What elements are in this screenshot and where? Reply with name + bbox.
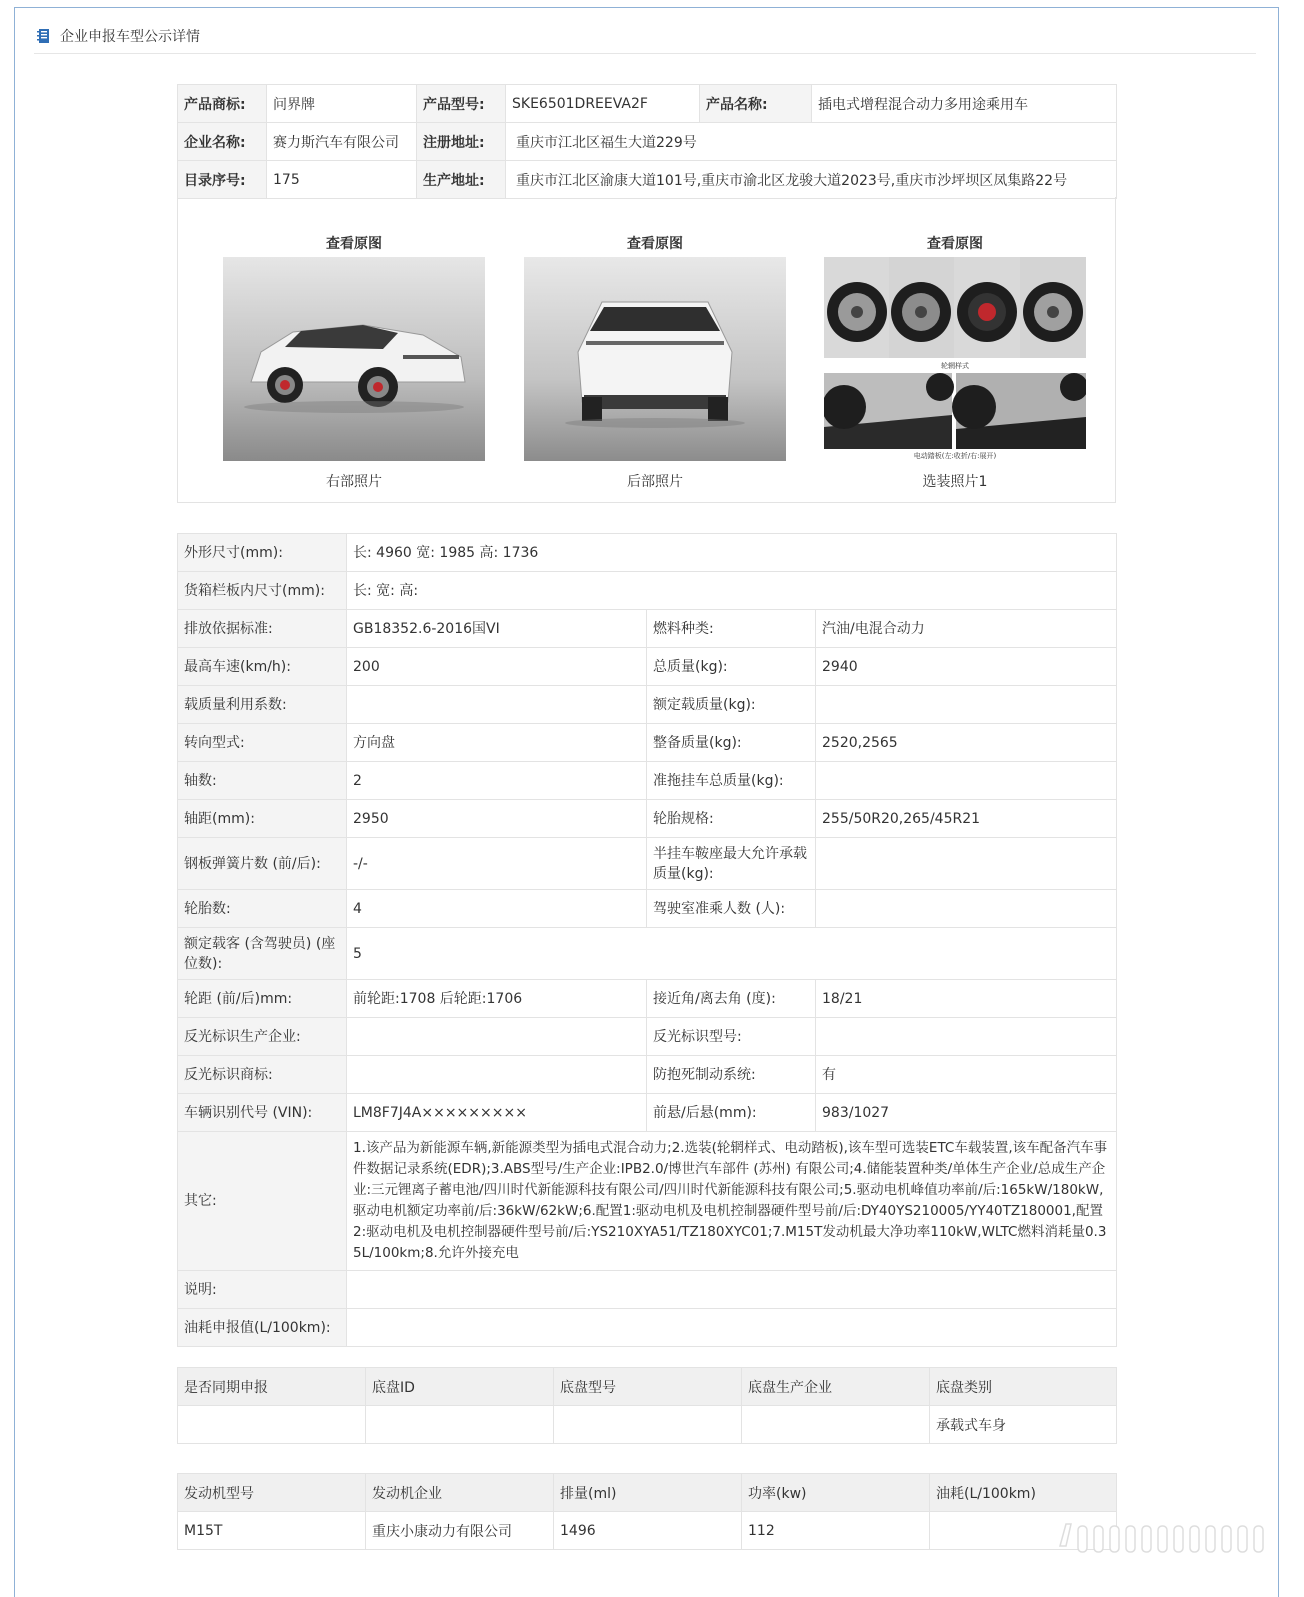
table-row <box>178 534 1117 572</box>
other-label: 其它: <box>178 1132 347 1271</box>
prod-address-label: 生产地址: <box>417 161 506 199</box>
column-header: 排量(ml) <box>554 1474 742 1512</box>
table-row <box>178 648 1117 686</box>
spring-value: -/- <box>347 838 647 890</box>
overhang-value: 983/1027 <box>816 1094 1117 1132</box>
company-value: 赛力斯汽车有限公司 <box>267 123 417 161</box>
column-header: 功率(kw) <box>742 1474 930 1512</box>
company-label: 企业名称: <box>178 123 267 161</box>
table-cell <box>742 1406 930 1444</box>
notebook-icon <box>36 28 50 44</box>
column-header: 底盘ID <box>366 1368 554 1406</box>
option-photo[interactable] <box>824 257 1086 461</box>
refl-model-value <box>816 1018 1117 1056</box>
panel-header <box>34 18 1256 54</box>
table-row <box>178 1018 1117 1056</box>
watermark-icon <box>1052 1516 1282 1560</box>
column-header: 油耗(L/100km) <box>930 1474 1117 1512</box>
semi-value <box>816 838 1117 890</box>
table-row <box>178 762 1117 800</box>
table-row <box>178 123 1117 161</box>
table-row <box>178 928 1117 980</box>
load-util-value <box>347 686 647 724</box>
axles-value: 2 <box>347 762 647 800</box>
reg-address-value: 重庆市江北区福生大道229号 <box>506 123 1117 161</box>
chassis-table <box>177 1367 1117 1444</box>
table-row <box>178 161 1117 199</box>
column-header: 发动机企业 <box>366 1474 554 1512</box>
axles-label: 轴数: <box>178 762 347 800</box>
table-row <box>178 1309 1117 1347</box>
catalog-value: 175 <box>267 161 417 199</box>
trailer-label: 准拖挂车总质量(kg): <box>647 762 816 800</box>
option-sub-caption-2: 电动踏板(左:收折/右:展开) <box>913 452 997 460</box>
catalog-label: 目录序号: <box>178 161 267 199</box>
table-row <box>178 572 1117 610</box>
table-cell <box>366 1406 554 1444</box>
photo-gallery <box>177 197 1116 503</box>
table-cell <box>554 1406 742 1444</box>
column-header: 发动机型号 <box>178 1474 366 1512</box>
cargo-value: 长: 宽: 高: <box>347 572 1117 610</box>
table-row <box>178 686 1117 724</box>
seats-label: 额定载客 (含驾驶员) (座位数): <box>178 928 347 980</box>
cab-label: 驾驶室准乘人数 (人): <box>647 890 816 928</box>
photo-option <box>824 197 1086 491</box>
table-row <box>178 1406 1117 1444</box>
brand-label: 产品商标: <box>178 85 267 123</box>
total-mass-value: 2940 <box>816 648 1117 686</box>
column-header: 底盘生产企业 <box>742 1368 930 1406</box>
cargo-label: 货箱栏板内尺寸(mm): <box>178 572 347 610</box>
column-header: 底盘型号 <box>554 1368 742 1406</box>
track-label: 轮距 (前/后)mm: <box>178 980 347 1018</box>
vin-label: 车辆识别代号 (VIN): <box>178 1094 347 1132</box>
table-row <box>178 724 1117 762</box>
model-label: 产品型号: <box>417 85 506 123</box>
note-value <box>347 1271 1117 1309</box>
vin-value: LM8F7J4A××××××××× <box>347 1094 647 1132</box>
steering-value: 方向盘 <box>347 724 647 762</box>
table-header-row <box>178 1474 1117 1512</box>
refl-brand-label: 反光标识商标: <box>178 1056 347 1094</box>
semi-label: 半挂车鞍座最大允许承载质量(kg): <box>647 838 816 890</box>
reg-address-label: 注册地址: <box>417 123 506 161</box>
table-row <box>178 1094 1117 1132</box>
view-original-link[interactable]: 查看原图 <box>326 236 382 252</box>
fuel-value: 汽油/电混合动力 <box>816 610 1117 648</box>
table-row <box>178 1271 1117 1309</box>
product-name-value: 插电式增程混合动力多用途乘用车 <box>812 85 1117 123</box>
curb-label: 整备质量(kg): <box>647 724 816 762</box>
dims-value: 长: 4960 宽: 1985 高: 1736 <box>347 534 1117 572</box>
tire-spec-label: 轮胎规格: <box>647 800 816 838</box>
photo-rear <box>524 197 786 491</box>
emission-value: GB18352.6-2016国VI <box>347 610 647 648</box>
rated-load-value <box>816 686 1117 724</box>
table-cell <box>178 1406 366 1444</box>
table-row <box>178 838 1117 890</box>
column-header: 是否同期申报 <box>178 1368 366 1406</box>
product-info-table <box>177 84 1117 199</box>
angle-value: 18/21 <box>816 980 1117 1018</box>
curb-value: 2520,2565 <box>816 724 1117 762</box>
wheelbase-label: 轴距(mm): <box>178 800 347 838</box>
prod-address-value: 重庆市江北区渝康大道101号,重庆市渝北区龙骏大道2023号,重庆市沙坪坝区凤集路22号 <box>506 161 1117 199</box>
speed-value: 200 <box>347 648 647 686</box>
load-util-label: 载质量利用系数: <box>178 686 347 724</box>
fuel-cons-value <box>347 1309 1117 1347</box>
refl-model-label: 反光标识型号: <box>647 1018 816 1056</box>
specs-table <box>177 533 1117 1347</box>
brand-value: 问界牌 <box>267 85 417 123</box>
refl-brand-value <box>347 1056 647 1094</box>
photo-caption: 右部照片 <box>326 474 382 490</box>
option-sub-caption-1: 轮辋样式 <box>941 362 969 370</box>
photo-caption: 后部照片 <box>627 474 683 490</box>
other-value: 1.该产品为新能源车辆,新能源类型为插电式混合动力;2.选装(轮辋样式、电动踏板),该车型可选装ETC车载装置,该车配备汽车事件数据记录系统(EDR);3.ABS型号/生产企业:IPB2.0/博世汽车部件 (苏州) 有限公司;4.储能装置种类/单体生产企业/总成生产企业:三元锂离子蓄电池/四川时代新能源科技有限公司/四川时代新能源科技有限公司;5.驱动电机峰值功率前/后:165kW/180kW,驱动电机额定功率前/后:36kW/62kW;6.配置1:驱动电机及电机控制器硬件型号前/后:DY40YS210005/YY40TZ180001,配置2:驱动电机及电机控制器硬件型号前/后:YS210XYA51/TZ180XYC01;7.M15T发动机最大净功率110kW,WLTC燃料消耗量0.35L/100km;8.允许外接充电 <box>347 1132 1117 1271</box>
model-value: SKE6501DREEVA2F <box>506 85 700 123</box>
table-row <box>178 1512 1117 1550</box>
table-cell: M15T <box>178 1512 366 1550</box>
table-row <box>178 1132 1117 1271</box>
note-label: 说明: <box>178 1271 347 1309</box>
table-row <box>178 85 1117 123</box>
photo-right <box>223 197 485 491</box>
table-row <box>178 800 1117 838</box>
view-original-link[interactable]: 查看原图 <box>927 236 983 252</box>
table-cell: 112 <box>742 1512 930 1550</box>
track-value: 前轮距:1708 后轮距:1706 <box>347 980 647 1018</box>
angle-label: 接近角/离去角 (度): <box>647 980 816 1018</box>
table-cell: 重庆小康动力有限公司 <box>366 1512 554 1550</box>
view-original-link[interactable]: 查看原图 <box>627 236 683 252</box>
page-title: 企业申报车型公示详情 <box>60 28 200 45</box>
abs-label: 防抱死制动系统: <box>647 1056 816 1094</box>
overhang-label: 前悬/后悬(mm): <box>647 1094 816 1132</box>
cab-value <box>816 890 1117 928</box>
table-row <box>178 610 1117 648</box>
abs-value: 有 <box>816 1056 1117 1094</box>
wheelbase-value: 2950 <box>347 800 647 838</box>
fuel-cons-label: 油耗申报值(L/100km): <box>178 1309 347 1347</box>
refl-maker-label: 反光标识生产企业: <box>178 1018 347 1056</box>
steering-label: 转向型式: <box>178 724 347 762</box>
table-row <box>178 1056 1117 1094</box>
dims-label: 外形尺寸(mm): <box>178 534 347 572</box>
car-right-photo[interactable] <box>223 257 485 461</box>
column-header: 底盘类别 <box>930 1368 1117 1406</box>
tires-label: 轮胎数: <box>178 890 347 928</box>
refl-maker-value <box>347 1018 647 1056</box>
rated-load-label: 额定载质量(kg): <box>647 686 816 724</box>
fuel-label: 燃料种类: <box>647 610 816 648</box>
seats-value: 5 <box>347 928 1117 980</box>
emission-label: 排放依据标准: <box>178 610 347 648</box>
tire-spec-value: 255/50R20,265/45R21 <box>816 800 1117 838</box>
photo-caption: 选装照片1 <box>922 474 988 490</box>
table-cell: 1496 <box>554 1512 742 1550</box>
total-mass-label: 总质量(kg): <box>647 648 816 686</box>
table-row <box>178 980 1117 1018</box>
table-header-row <box>178 1368 1117 1406</box>
spring-label: 钢板弹簧片数 (前/后): <box>178 838 347 890</box>
speed-label: 最高车速(km/h): <box>178 648 347 686</box>
car-rear-photo[interactable] <box>524 257 786 461</box>
engine-table <box>177 1473 1117 1550</box>
table-cell: 承载式车身 <box>930 1406 1117 1444</box>
trailer-value <box>816 762 1117 800</box>
table-row <box>178 890 1117 928</box>
tires-value: 4 <box>347 890 647 928</box>
product-name-label: 产品名称: <box>700 85 812 123</box>
